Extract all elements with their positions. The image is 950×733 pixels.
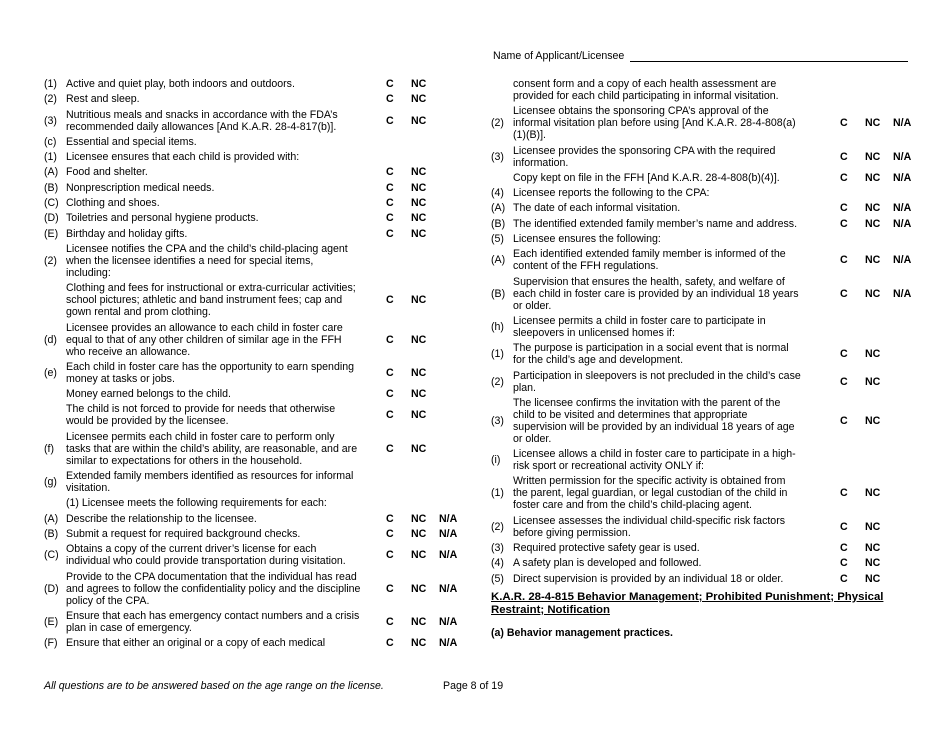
item-number: (g) (44, 476, 57, 489)
page-number: Page 8 of 19 (443, 680, 504, 692)
item-number: (B) (491, 287, 506, 300)
checklist-row (491, 145, 916, 169)
non-compliant-option: NC (865, 150, 881, 163)
applicant-name-line (630, 61, 908, 62)
compliant-option: C (386, 388, 394, 401)
non-compliant-option: NC (411, 366, 427, 379)
non-compliant-option: NC (411, 637, 427, 650)
checklist-row (44, 497, 465, 509)
item-text: Licensee provides the sponsoring CPA with the required information. (513, 144, 776, 169)
compliant-option: C (840, 202, 848, 215)
compliant-option: C (386, 442, 394, 455)
compliance-options (386, 228, 439, 240)
non-compliant-option: NC (865, 217, 881, 230)
item-number: (D) (44, 582, 59, 595)
non-compliant-option: NC (411, 78, 427, 90)
checklist-row (44, 361, 465, 385)
non-compliant-option: NC (411, 442, 427, 455)
item-text: Supervision that ensures the health, safety, and welfare of each child in foster care is provided by an individual 18 years or older. (513, 275, 799, 312)
compliant-option: C (386, 366, 394, 379)
left-column (44, 78, 465, 652)
checklist-row (491, 105, 916, 141)
compliance-options (840, 151, 919, 163)
compliant-option: C (840, 487, 848, 500)
applicant-name-field (493, 50, 908, 62)
item-number: (3) (44, 114, 57, 127)
checklist-row (491, 78, 916, 102)
compliance-options (386, 513, 465, 525)
non-compliant-option: NC (411, 549, 427, 562)
item-number: (B) (44, 181, 59, 194)
item-text: Copy kept on file in the FFH [And K.A.R. 28-4-808(b)(4)]. (513, 171, 780, 184)
checklist-row (44, 109, 465, 133)
compliant-option: C (840, 117, 848, 130)
compliance-options (840, 487, 893, 499)
item-number: (3) (491, 150, 504, 163)
item-number: (i) (491, 454, 501, 467)
item-text: Licensee ensures that each child is provided with: (66, 151, 300, 164)
checklist-row (44, 322, 465, 358)
checklist-row (491, 397, 916, 445)
compliance-options (840, 288, 919, 300)
non-compliant-option: NC (865, 348, 881, 361)
checklist-row (491, 218, 916, 230)
checklist-row (44, 228, 465, 240)
item-text: Clothing and fees for instructional or extra-curricular activities; school pictures; athletic and band instrument fees; cap and gown rental and prom clothing. (66, 282, 356, 319)
checklist-row (44, 93, 465, 105)
item-number: (3) (491, 542, 504, 555)
compliance-options (840, 521, 893, 533)
compliance-options (840, 573, 893, 585)
compliance-options (840, 254, 919, 266)
compliance-options (386, 409, 439, 421)
item-text: Each child in foster care has the opportunity to earn spending money at tasks or jobs. (66, 360, 354, 385)
non-compliant-option: NC (865, 557, 881, 570)
checklist-row (44, 571, 465, 607)
non-compliant-option: NC (411, 93, 427, 106)
checklist-row (44, 610, 465, 634)
non-compliant-option: NC (411, 114, 427, 127)
compliance-options (386, 294, 439, 306)
checklist-row (44, 470, 465, 494)
item-number: (d) (44, 333, 57, 346)
non-compliant-option: NC (865, 254, 881, 267)
checklist-row (44, 136, 465, 148)
compliant-option: C (840, 150, 848, 163)
compliant-option: C (386, 527, 394, 540)
item-number: (2) (44, 254, 57, 267)
item-number: (1) (44, 78, 57, 90)
item-number: (5) (491, 572, 504, 585)
item-text: (1) Licensee meets the following requirements for each: (66, 497, 327, 510)
non-compliant-option: NC (411, 166, 427, 179)
compliant-option: C (386, 166, 394, 179)
compliant-option: C (386, 197, 394, 210)
compliance-options (840, 172, 919, 184)
checklist-row (44, 431, 465, 467)
item-text: Obtains a copy of the current driver’s license for each individual who could provide transportation during visitation. (66, 543, 346, 568)
checklist-row (44, 388, 465, 400)
compliant-option: C (840, 171, 848, 184)
item-number: (5) (491, 233, 504, 246)
item-text: Licensee ensures the following: (513, 233, 661, 246)
compliance-options (386, 549, 465, 561)
checklist-row (491, 475, 916, 511)
non-compliant-option: NC (411, 181, 427, 194)
non-compliant-option: NC (865, 414, 881, 427)
non-compliant-option: NC (865, 117, 881, 130)
item-number: (C) (44, 197, 59, 210)
compliant-option: C (386, 212, 394, 225)
non-compliant-option: NC (865, 375, 881, 388)
compliant-option: C (840, 375, 848, 388)
item-number: (3) (491, 414, 504, 427)
non-compliant-option: NC (411, 527, 427, 540)
checklist-row (44, 151, 465, 163)
right-column (491, 78, 916, 639)
checklist-row (44, 282, 465, 318)
item-text: Each identified extended family member is informed of the content of the FFH regulations. (513, 248, 786, 273)
compliant-option: C (386, 294, 394, 307)
compliant-option: C (386, 181, 394, 194)
non-compliant-option: NC (411, 333, 427, 346)
item-text: Direct supervision is provided by an individual 18 or older. (513, 572, 784, 585)
item-text: Ensure that either an original or a copy of each medical (66, 637, 326, 650)
item-text: Licensee assesses the individual child-specific risk factors before giving permission. (513, 514, 786, 539)
item-text: Toiletries and personal hygiene products. (66, 212, 259, 225)
not-applicable-option: N/A (893, 117, 912, 130)
item-text: consent form and a copy of each health assessment are provided for each child participating in informal visitation. (513, 78, 779, 102)
item-number: (f) (44, 442, 54, 455)
item-text: The date of each informal visitation. (513, 202, 681, 215)
checklist-row (491, 515, 916, 539)
non-compliant-option: NC (865, 202, 881, 215)
item-text: Extended family members identified as resources for informal visitation. (66, 470, 354, 495)
checklist-row (44, 528, 465, 540)
checklist-row (44, 403, 465, 427)
item-text: Money earned belongs to the child. (66, 388, 231, 401)
checklist-row (491, 573, 916, 585)
compliance-options (386, 115, 439, 127)
compliance-options (840, 415, 893, 427)
compliant-option: C (386, 409, 394, 422)
item-text: Required protective safety gear is used. (513, 542, 700, 555)
item-number: (A) (44, 512, 59, 525)
item-number: (2) (491, 117, 504, 130)
not-applicable-option: N/A (893, 254, 912, 267)
compliant-option: C (386, 615, 394, 628)
item-text: Licensee permits a child in foster care to participate in sleepovers in unlicensed homes if: (513, 314, 766, 339)
item-text: Licensee obtains the sponsoring CPA’s approval of the informal visitation plan before using [And K.A.R. 28-4-808(a)(1)(B)]. (513, 105, 796, 142)
non-compliant-option: NC (411, 197, 427, 210)
item-number: (B) (44, 527, 59, 540)
item-number: (F) (44, 637, 58, 650)
compliant-option: C (840, 542, 848, 555)
checklist-row (491, 342, 916, 366)
checklist-row (44, 243, 465, 279)
compliance-options (386, 616, 465, 628)
checklist-row (491, 315, 916, 339)
non-compliant-option: NC (411, 582, 427, 595)
compliance-options (840, 117, 919, 129)
checklist-row (491, 172, 916, 184)
compliance-options (840, 376, 893, 388)
non-compliant-option: NC (411, 512, 427, 525)
item-number: (A) (44, 166, 59, 179)
item-text: Food and shelter. (66, 166, 148, 179)
item-text: Licensee reports the following to the CPA: (513, 187, 710, 200)
compliance-options (386, 212, 439, 224)
item-text: The licensee confirms the invitation with the parent of the child to be visited and determines that appropriate supervision will be provided by an individual 18 years of age or older. (513, 396, 795, 445)
item-number: (E) (44, 615, 59, 628)
checklist-row (491, 276, 916, 312)
non-compliant-option: NC (865, 520, 881, 533)
checklist-row (491, 187, 916, 199)
non-compliant-option: NC (411, 212, 427, 225)
checklist-row (44, 513, 465, 525)
item-text: Licensee notifies the CPA and the child’s child-placing agent when the licensee identifies a need for special items, including: (66, 242, 348, 279)
compliant-option: C (840, 414, 848, 427)
item-text: Submit a request for required background checks. (66, 527, 301, 540)
section-heading: K.A.R. 28-4-815 Behavior Management; Prohibited Punishment; Physical Restraint; Notification (491, 590, 884, 616)
item-number: (4) (491, 557, 504, 570)
item-number: (A) (491, 254, 506, 267)
non-compliant-option: NC (411, 388, 427, 401)
not-applicable-option: N/A (439, 549, 458, 562)
applicant-label: Name of Applicant/Licensee (493, 50, 625, 62)
compliant-option: C (840, 348, 848, 361)
item-number: (e) (44, 366, 57, 379)
item-number: (1) (491, 487, 504, 500)
item-text: Written permission for the specific activity is obtained from the parent, legal guardian, or legal custodian of the child in foster care and from the child’s child-placing agent. (513, 475, 788, 512)
not-applicable-option: N/A (439, 615, 458, 628)
item-text: Describe the relationship to the licensee. (66, 512, 257, 525)
item-text: Nutritious meals and snacks in accordance with the FDA’s recommended daily allowances [And K.A.R. 28-4-817(b)]. (66, 108, 338, 133)
compliance-options (386, 197, 439, 209)
item-text: Licensee permits each child in foster care to perform only tasks that are within the child’s ability, are reasonable, and are similar to expectations for others in the household. (66, 430, 358, 467)
not-applicable-option: N/A (893, 202, 912, 215)
checklist-row (44, 543, 465, 567)
not-applicable-option: N/A (439, 527, 458, 540)
not-applicable-option: N/A (893, 171, 912, 184)
item-number: (1) (44, 151, 57, 164)
item-text: Clothing and shoes. (66, 197, 160, 210)
compliant-option: C (386, 549, 394, 562)
compliance-options (386, 443, 439, 455)
item-text: The identified extended family member’s name and address. (513, 217, 798, 230)
checklist-row (491, 542, 916, 554)
compliance-options (386, 182, 439, 194)
compliance-options (386, 388, 439, 400)
checklist-row (44, 78, 465, 90)
item-text: The purpose is participation in a social event that is normal for the child’s age and development. (513, 342, 789, 367)
item-text: The child is not forced to provide for needs that otherwise would be provided by the licensee. (66, 403, 336, 428)
compliance-options (386, 528, 465, 540)
compliance-options (386, 78, 439, 90)
checklist-row (491, 202, 916, 214)
item-text: Provide to the CPA documentation that the individual has read and agrees to follow the confidentiality policy and the discipline policy of the CPA. (66, 570, 361, 607)
compliance-options (840, 348, 893, 360)
footer-note: All questions are to be answered based on the age range on the license. (44, 680, 384, 692)
compliance-options (840, 202, 919, 214)
non-compliant-option: NC (411, 409, 427, 422)
compliant-option: C (840, 217, 848, 230)
checklist-row (491, 448, 916, 472)
item-number: (B) (491, 217, 506, 230)
compliant-option: C (840, 254, 848, 267)
compliant-option: C (386, 637, 394, 650)
compliance-options (386, 93, 439, 105)
compliance-options (840, 542, 893, 554)
compliant-option: C (386, 93, 394, 106)
checklist-row (44, 166, 465, 178)
item-text: Nonprescription medical needs. (66, 181, 215, 194)
checklist-row (44, 197, 465, 209)
checklist-row (491, 370, 916, 394)
item-number: (2) (491, 375, 504, 388)
compliant-option: C (840, 520, 848, 533)
compliant-option: C (840, 557, 848, 570)
compliant-option: C (386, 582, 394, 595)
item-text: Ensure that each has emergency contact numbers and a crisis plan in case of emergency. (66, 609, 360, 634)
item-text: Essential and special items. (66, 135, 197, 148)
item-text: Participation in sleepovers is not precluded in the child’s case plan. (513, 369, 801, 394)
item-number: (E) (44, 227, 59, 240)
non-compliant-option: NC (865, 572, 881, 585)
item-number: (1) (491, 348, 504, 361)
compliance-options (386, 334, 439, 346)
item-text: Licensee provides an allowance to each child in foster care equal to that of any other children of similar age in the FFH who receive an allowance. (66, 321, 343, 358)
not-applicable-option: N/A (893, 150, 912, 163)
not-applicable-option: N/A (439, 512, 458, 525)
non-compliant-option: NC (411, 227, 427, 240)
subsection-heading: (a) Behavior management practices. (491, 626, 673, 639)
item-text: Licensee allows a child in foster care to participate in a high-risk sport or recreational activity ONLY if: (513, 448, 796, 473)
compliance-options (386, 637, 465, 649)
compliant-option: C (386, 227, 394, 240)
item-text: Active and quiet play, both indoors and outdoors. (66, 78, 295, 90)
compliant-option: C (840, 287, 848, 300)
item-text: Birthday and holiday gifts. (66, 227, 188, 240)
compliance-options (386, 166, 439, 178)
non-compliant-option: NC (411, 615, 427, 628)
compliance-options (840, 218, 919, 230)
compliance-options (386, 367, 439, 379)
item-text: Rest and sleep. (66, 93, 140, 106)
non-compliant-option: NC (865, 287, 881, 300)
checklist-row (491, 557, 916, 569)
compliance-options (840, 557, 893, 569)
item-number: (A) (491, 202, 506, 215)
right-column-items (491, 78, 916, 585)
item-number: (C) (44, 549, 59, 562)
not-applicable-option: N/A (893, 217, 912, 230)
not-applicable-option: N/A (439, 582, 458, 595)
non-compliant-option: NC (865, 171, 881, 184)
non-compliant-option: NC (865, 542, 881, 555)
non-compliant-option: NC (865, 487, 881, 500)
compliant-option: C (386, 512, 394, 525)
item-number: (h) (491, 320, 504, 333)
checklist-row (491, 248, 916, 272)
item-number: (4) (491, 187, 504, 200)
item-number: (D) (44, 212, 59, 225)
checklist-row (44, 182, 465, 194)
checklist-row (44, 212, 465, 224)
compliant-option: C (386, 114, 394, 127)
checklist-row (491, 233, 916, 245)
compliant-option: C (386, 78, 394, 90)
non-compliant-option: NC (411, 294, 427, 307)
item-number: (2) (491, 520, 504, 533)
item-number: (2) (44, 93, 57, 106)
compliance-options (386, 583, 465, 595)
not-applicable-option: N/A (439, 637, 458, 650)
compliant-option: C (386, 333, 394, 346)
item-number: (c) (44, 135, 57, 148)
checklist-row (44, 637, 465, 649)
item-text: A safety plan is developed and followed. (513, 557, 702, 570)
not-applicable-option: N/A (893, 287, 912, 300)
compliant-option: C (840, 572, 848, 585)
